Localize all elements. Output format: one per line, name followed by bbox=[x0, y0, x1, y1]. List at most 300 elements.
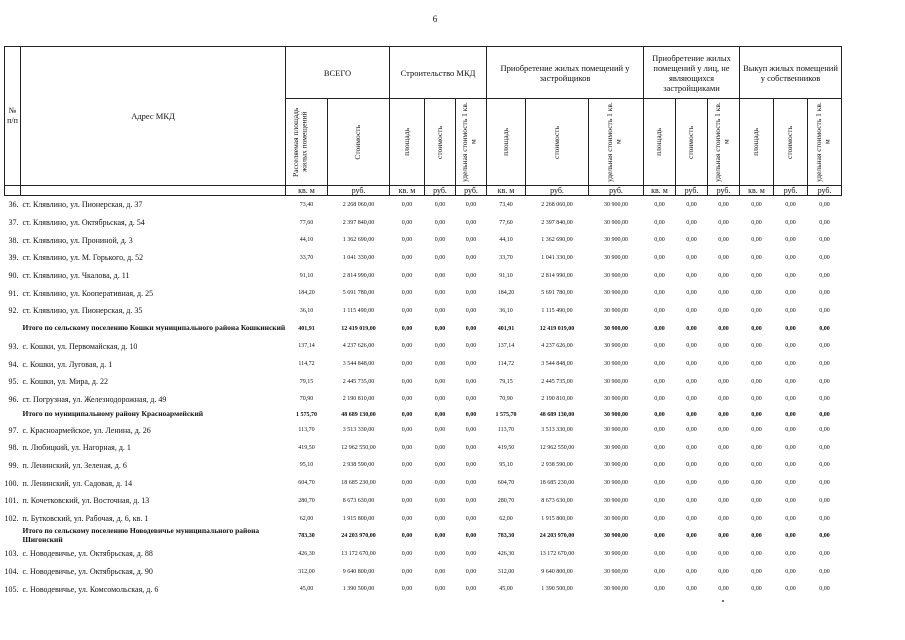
scan-speck bbox=[722, 600, 724, 602]
subheader-area: площадь bbox=[487, 99, 526, 186]
table-row bbox=[5, 302, 842, 320]
cell-o-cost: 0,00 bbox=[686, 550, 697, 557]
cell-d-unit: 30 900,00 bbox=[604, 550, 628, 557]
cell-d-area: 401,91 bbox=[497, 325, 515, 332]
cell-total-area: 114,72 bbox=[298, 361, 315, 368]
cell-v-cost: 0,00 bbox=[785, 361, 796, 368]
subheader-unit-cost: удельная стоимость 1 кв. м bbox=[808, 99, 842, 186]
cell-v-area: 0,00 bbox=[751, 586, 762, 593]
subheader-area-settled: Расселяемая площадь жилых помещений bbox=[286, 99, 328, 186]
cell-num: 100. bbox=[4, 478, 19, 488]
table-row bbox=[5, 545, 842, 563]
cell-d-unit: 30 900,00 bbox=[604, 462, 628, 469]
cell-num: 91. bbox=[8, 288, 19, 298]
subheader-cost: стоимость bbox=[676, 99, 708, 186]
cell-d-area: 95,10 bbox=[499, 462, 513, 469]
cell-d-area: 36,10 bbox=[499, 307, 513, 314]
cell-total-cost: 3 513 330,00 bbox=[342, 427, 375, 434]
cell-d-cost: 12 419 019,00 bbox=[539, 325, 575, 332]
cell-num: 37. bbox=[8, 218, 19, 228]
cell-d-area: 419,50 bbox=[497, 444, 515, 451]
cell-d-cost: 1 115 490,00 bbox=[541, 307, 573, 314]
cell-d-cost: 24 203 970,00 bbox=[539, 533, 575, 540]
cell-v-cost: 0,00 bbox=[785, 219, 796, 226]
cell-o-unit: 0,00 bbox=[718, 497, 729, 504]
cell-total-cost: 9 640 800,00 bbox=[342, 568, 375, 575]
cell-b-unit: 0,00 bbox=[465, 201, 477, 208]
cell-total-cost: 13 172 670,00 bbox=[341, 550, 376, 557]
group-header-construction: Строительство МКД bbox=[390, 47, 487, 99]
cell-b-unit: 0,00 bbox=[465, 533, 477, 540]
cell-total-cost: 2 445 735,00 bbox=[342, 378, 375, 385]
cell-v-unit: 0,00 bbox=[819, 361, 830, 368]
cell-b-unit: 0,00 bbox=[465, 444, 477, 451]
cell-o-unit: 0,00 bbox=[718, 568, 729, 575]
cell-total-area: 79,15 bbox=[299, 378, 314, 385]
cell-b-unit: 0,00 bbox=[465, 343, 477, 350]
cell-num: 104. bbox=[4, 567, 19, 577]
subheader-area: площадь bbox=[644, 99, 676, 186]
cell-o-cost: 0,00 bbox=[686, 361, 697, 368]
cell-o-unit: 0,00 bbox=[718, 586, 729, 593]
cell-d-cost: 2 938 590,00 bbox=[541, 462, 573, 469]
unit-label: кв. м bbox=[487, 186, 526, 196]
cell-d-area: 426,30 bbox=[497, 550, 515, 557]
cell-d-unit: 30 900,00 bbox=[604, 480, 628, 487]
cell-address: п. Ленинский, ул. Зеленая, д. 6 bbox=[22, 460, 127, 470]
table-row bbox=[5, 474, 842, 492]
cell-v-area: 0,00 bbox=[751, 396, 762, 403]
cell-d-unit: 30 900,00 bbox=[604, 568, 628, 575]
cell-d-area: 312,00 bbox=[497, 568, 515, 575]
table-row bbox=[5, 338, 842, 356]
cell-b-cost: 0,00 bbox=[434, 533, 446, 540]
cell-b-area: 0,00 bbox=[401, 361, 413, 368]
table-body bbox=[5, 196, 842, 599]
cell-b-unit: 0,00 bbox=[465, 427, 477, 434]
cell-b-cost: 0,00 bbox=[434, 568, 446, 575]
cell-total-cost: 18 685 230,00 bbox=[341, 480, 376, 487]
cell-address: с. Кошки, ул. Луговая, д. 1 bbox=[22, 359, 113, 369]
cell-num: 92. bbox=[8, 306, 19, 316]
cell-o-area: 0,00 bbox=[654, 378, 665, 385]
cell-num: 38. bbox=[8, 235, 19, 245]
cell-d-cost: 2 268 060,00 bbox=[541, 201, 573, 208]
cell-num bbox=[5, 320, 21, 338]
cell-b-unit: 0,00 bbox=[465, 237, 477, 244]
cell-v-unit: 0,00 bbox=[819, 219, 830, 226]
table-header bbox=[5, 47, 842, 196]
cell-v-cost: 0,00 bbox=[785, 427, 796, 434]
cell-d-cost: 18 685 230,00 bbox=[539, 480, 575, 487]
cell-v-area: 0,00 bbox=[751, 361, 762, 368]
cell-o-unit: 0,00 bbox=[718, 325, 729, 332]
cell-b-cost: 0,00 bbox=[434, 378, 446, 385]
cell-num: 105. bbox=[4, 584, 19, 594]
cell-d-cost: 3 544 848,00 bbox=[541, 361, 573, 368]
cell-o-area: 0,00 bbox=[654, 411, 665, 418]
cell-o-area: 0,00 bbox=[654, 272, 665, 279]
cell-o-cost: 0,00 bbox=[686, 568, 697, 575]
cell-b-cost: 0,00 bbox=[434, 254, 446, 261]
cell-d-unit: 30 900,00 bbox=[604, 427, 628, 434]
cell-total-cost: 2 190 810,00 bbox=[342, 396, 375, 403]
cell-o-unit: 0,00 bbox=[718, 550, 729, 557]
cell-v-unit: 0,00 bbox=[819, 411, 830, 418]
cell-o-area: 0,00 bbox=[654, 515, 665, 522]
cell-v-unit: 0,00 bbox=[819, 290, 830, 297]
cell-b-cost: 0,00 bbox=[434, 550, 446, 557]
cell-o-area: 0,00 bbox=[654, 444, 665, 451]
unit-label: руб. bbox=[708, 186, 740, 196]
cell-b-cost: 0,00 bbox=[434, 361, 446, 368]
cell-total-area: 36,10 bbox=[299, 307, 314, 314]
cell-v-unit: 0,00 bbox=[819, 343, 830, 350]
cell-d-cost: 1 390 500,00 bbox=[541, 586, 573, 593]
cell-total-cost: 2 938 590,00 bbox=[342, 462, 375, 469]
unit-label: руб. bbox=[425, 186, 456, 196]
cell-v-unit: 0,00 bbox=[819, 427, 830, 434]
cell-b-cost: 0,00 bbox=[434, 201, 446, 208]
cell-o-cost: 0,00 bbox=[686, 462, 697, 469]
cell-d-area: 114,72 bbox=[497, 361, 515, 368]
cell-o-unit: 0,00 bbox=[718, 307, 729, 314]
cell-b-cost: 0,00 bbox=[434, 396, 446, 403]
table-row bbox=[5, 284, 842, 302]
cell-v-unit: 0,00 bbox=[819, 237, 830, 244]
cell-b-unit: 0,00 bbox=[465, 462, 477, 469]
cell-total-area: 70,90 bbox=[299, 396, 314, 403]
table-row-subtotal bbox=[5, 320, 842, 338]
cell-d-cost: 8 673 630,00 bbox=[541, 497, 573, 504]
unit-label: руб. bbox=[774, 186, 808, 196]
cell-v-area: 0,00 bbox=[751, 427, 762, 434]
num-col-header: № п/п bbox=[5, 47, 21, 186]
cell-v-cost: 0,00 bbox=[785, 272, 796, 279]
cell-v-area: 0,00 bbox=[751, 343, 762, 350]
cell-total-area: 113,70 bbox=[298, 427, 315, 434]
cell-b-cost: 0,00 bbox=[434, 427, 446, 434]
cell-o-area: 0,00 bbox=[654, 427, 665, 434]
cell-d-unit: 30 900,00 bbox=[604, 254, 628, 261]
cell-total-area: 426,30 bbox=[298, 550, 315, 557]
cell-b-cost: 0,00 bbox=[434, 497, 446, 504]
cell-b-unit: 0,00 bbox=[465, 396, 477, 403]
table-row bbox=[5, 391, 842, 409]
table-row bbox=[5, 267, 842, 285]
cell-num: 36. bbox=[8, 200, 19, 210]
cell-total-area: 419,50 bbox=[298, 444, 315, 451]
cell-d-area: 783,30 bbox=[497, 533, 515, 540]
cell-d-area: 1 575,70 bbox=[495, 411, 517, 418]
cell-v-unit: 0,00 bbox=[819, 480, 830, 487]
cell-b-area: 0,00 bbox=[401, 444, 413, 451]
cell-b-area: 0,00 bbox=[401, 550, 413, 557]
cell-v-cost: 0,00 bbox=[785, 237, 796, 244]
cell-b-area: 0,00 bbox=[401, 462, 413, 469]
table-row bbox=[5, 457, 842, 475]
cell-o-area: 0,00 bbox=[654, 201, 665, 208]
cell-b-area: 0,00 bbox=[401, 497, 413, 504]
cell-address: ст. Клявлино, ул. Октябрьская, д. 54 bbox=[22, 218, 145, 228]
cell-total-area: 33,70 bbox=[299, 254, 314, 261]
cell-o-cost: 0,00 bbox=[686, 254, 697, 261]
cell-b-area: 0,00 bbox=[401, 480, 413, 487]
cell-total-cost: 1 915 800,00 bbox=[342, 515, 375, 522]
cell-v-cost: 0,00 bbox=[785, 568, 796, 575]
cell-o-cost: 0,00 bbox=[686, 586, 697, 593]
cell-address: п. Кочетковский, ул. Восточная, д. 13 bbox=[22, 496, 150, 506]
unit-label: руб. bbox=[676, 186, 708, 196]
cell-b-cost: 0,00 bbox=[434, 343, 446, 350]
cell-d-cost: 1 041 330,00 bbox=[541, 254, 573, 261]
table-row bbox=[5, 439, 842, 457]
cell-address: ст. Клявлино, ул. Прониной, д. 3 bbox=[22, 235, 133, 245]
cell-v-cost: 0,00 bbox=[785, 201, 796, 208]
cell-o-unit: 0,00 bbox=[718, 427, 729, 434]
table-row-subtotal bbox=[5, 527, 842, 545]
cell-v-area: 0,00 bbox=[751, 568, 762, 575]
cell-o-area: 0,00 bbox=[654, 290, 665, 297]
cell-b-cost: 0,00 bbox=[434, 586, 446, 593]
cell-b-unit: 0,00 bbox=[465, 497, 477, 504]
cell-address: ст. Клявлино, ул. Кооперативная, д. 25 bbox=[22, 288, 154, 298]
cell-total-cost: 5 691 780,00 bbox=[342, 290, 375, 297]
cell-d-unit: 30 900,00 bbox=[604, 290, 628, 297]
unit-label: кв. м bbox=[390, 186, 425, 196]
cell-v-area: 0,00 bbox=[751, 219, 762, 226]
cell-b-unit: 0,00 bbox=[465, 515, 477, 522]
cell-o-area: 0,00 bbox=[654, 219, 665, 226]
cell-b-area: 0,00 bbox=[401, 427, 413, 434]
cell-o-cost: 0,00 bbox=[686, 497, 697, 504]
cell-v-cost: 0,00 bbox=[785, 411, 796, 418]
cell-address: ст. Клявлино, ул. М. Горького, д. 52 bbox=[22, 253, 144, 263]
cell-b-area: 0,00 bbox=[401, 411, 413, 418]
cell-d-unit: 30 900,00 bbox=[604, 219, 628, 226]
cell-d-area: 77,60 bbox=[499, 219, 513, 226]
cell-d-area: 62,00 bbox=[499, 515, 513, 522]
cell-v-area: 0,00 bbox=[751, 462, 762, 469]
cell-num: 102. bbox=[4, 514, 19, 524]
address-col-header: Адрес МКД bbox=[21, 47, 286, 186]
cell-address: ст. Клявлино, ул. Пионерская, д. 37 bbox=[22, 200, 143, 210]
cell-b-unit: 0,00 bbox=[465, 378, 477, 385]
cell-v-area: 0,00 bbox=[751, 237, 762, 244]
cell-total-area: 62,00 bbox=[299, 515, 314, 522]
cell-d-area: 604,70 bbox=[497, 480, 515, 487]
cell-v-cost: 0,00 bbox=[785, 343, 796, 350]
cell-d-area: 73,40 bbox=[499, 201, 513, 208]
cell-v-area: 0,00 bbox=[751, 272, 762, 279]
cell-o-area: 0,00 bbox=[654, 533, 665, 540]
cell-b-cost: 0,00 bbox=[434, 290, 446, 297]
cell-v-unit: 0,00 bbox=[819, 586, 830, 593]
subheader-cost: стоимость bbox=[526, 99, 589, 186]
cell-o-cost: 0,00 bbox=[686, 411, 697, 418]
cell-o-cost: 0,00 bbox=[686, 325, 697, 332]
cell-v-area: 0,00 bbox=[751, 201, 762, 208]
cell-v-area: 0,00 bbox=[751, 325, 762, 332]
subheader-unit-cost: удельная стоимость 1 кв. м bbox=[708, 99, 740, 186]
subheader-cost: стоимость bbox=[774, 99, 808, 186]
table-row bbox=[5, 249, 842, 267]
cell-d-unit: 30 900,00 bbox=[604, 237, 628, 244]
cell-d-cost: 3 513 330,00 bbox=[541, 427, 573, 434]
cell-o-unit: 0,00 bbox=[718, 462, 729, 469]
cell-total-area: 91,10 bbox=[299, 272, 314, 279]
group-header-developers: Приобретение жилых помещений у застройщиков bbox=[487, 47, 644, 99]
cell-v-unit: 0,00 bbox=[819, 272, 830, 279]
page-number: 6 bbox=[432, 14, 438, 24]
cell-address: ст. Погрузная, ул. Железнодорожная, д. 49 bbox=[22, 394, 167, 404]
cell-total-area: 783,30 bbox=[298, 533, 315, 540]
unit-empty bbox=[5, 186, 21, 196]
cell-total-cost: 1 362 690,00 bbox=[342, 237, 375, 244]
subheader-area: площадь bbox=[740, 99, 774, 186]
cell-address: ст. Клявлино, ул. Пионерская, д. 35 bbox=[22, 306, 143, 316]
cell-total-cost: 24 203 970,00 bbox=[341, 533, 376, 540]
cell-b-unit: 0,00 bbox=[465, 272, 477, 279]
cell-b-unit: 0,00 bbox=[465, 411, 477, 418]
cell-d-area: 91,10 bbox=[499, 272, 513, 279]
table-row-subtotal bbox=[5, 408, 842, 421]
cell-b-unit: 0,00 bbox=[465, 586, 477, 593]
cell-b-area: 0,00 bbox=[401, 201, 413, 208]
cell-d-unit: 30 900,00 bbox=[604, 272, 628, 279]
cell-b-area: 0,00 bbox=[401, 396, 413, 403]
cell-num: 39. bbox=[8, 253, 19, 263]
cell-b-area: 0,00 bbox=[401, 586, 413, 593]
cell-address: с. Кошки, ул. Первомайская, д. 10 bbox=[22, 341, 138, 351]
cell-v-cost: 0,00 bbox=[785, 462, 796, 469]
cell-v-unit: 0,00 bbox=[819, 254, 830, 261]
cell-o-unit: 0,00 bbox=[718, 237, 729, 244]
cell-o-unit: 0,00 bbox=[718, 201, 729, 208]
cell-v-cost: 0,00 bbox=[785, 396, 796, 403]
cell-o-cost: 0,00 bbox=[686, 378, 697, 385]
cell-b-area: 0,00 bbox=[401, 272, 413, 279]
cell-o-area: 0,00 bbox=[654, 254, 665, 261]
cell-o-area: 0,00 bbox=[654, 361, 665, 368]
cell-b-area: 0,00 bbox=[401, 307, 413, 314]
cell-v-unit: 0,00 bbox=[819, 568, 830, 575]
cell-d-area: 44,10 bbox=[499, 237, 513, 244]
cell-total-area: 312,00 bbox=[298, 568, 315, 575]
cell-o-area: 0,00 bbox=[654, 480, 665, 487]
cell-v-cost: 0,00 bbox=[785, 325, 796, 332]
cell-v-cost: 0,00 bbox=[785, 533, 796, 540]
cell-total-cost: 2 814 990,00 bbox=[342, 272, 375, 279]
cell-d-cost: 4 237 626,00 bbox=[541, 343, 573, 350]
cell-o-cost: 0,00 bbox=[686, 201, 697, 208]
cell-v-area: 0,00 bbox=[751, 411, 762, 418]
cell-b-cost: 0,00 bbox=[434, 325, 446, 332]
cell-v-unit: 0,00 bbox=[819, 201, 830, 208]
cell-v-cost: 0,00 bbox=[785, 515, 796, 522]
cell-o-area: 0,00 bbox=[654, 568, 665, 575]
cell-d-cost: 13 172 670,00 bbox=[539, 550, 575, 557]
cell-o-cost: 0,00 bbox=[686, 219, 697, 226]
cell-d-unit: 30 900,00 bbox=[604, 515, 628, 522]
cell-total-area: 137,14 bbox=[298, 343, 315, 350]
cell-d-cost: 5 691 780,00 bbox=[541, 290, 573, 297]
cell-b-unit: 0,00 bbox=[465, 361, 477, 368]
cell-v-area: 0,00 bbox=[751, 290, 762, 297]
table-row bbox=[5, 421, 842, 439]
cell-total-area: 77,60 bbox=[299, 219, 314, 226]
cell-o-unit: 0,00 bbox=[718, 396, 729, 403]
unit-empty bbox=[21, 186, 286, 196]
unit-label: руб. bbox=[456, 186, 487, 196]
cell-d-cost: 48 689 130,00 bbox=[539, 411, 575, 418]
cell-v-area: 0,00 bbox=[751, 480, 762, 487]
cell-b-area: 0,00 bbox=[401, 290, 413, 297]
cell-o-cost: 0,00 bbox=[686, 307, 697, 314]
unit-label: кв. м bbox=[286, 186, 328, 196]
cell-v-unit: 0,00 bbox=[819, 497, 830, 504]
cell-address: с. Кошки, ул. Мира, д. 22 bbox=[22, 377, 108, 387]
cell-address: п. Любицкий, ул. Нагорная, д. 1 bbox=[22, 443, 131, 453]
cell-total-cost: 1 115 490,00 bbox=[342, 307, 375, 314]
cell-o-cost: 0,00 bbox=[686, 343, 697, 350]
cell-d-unit: 30 900,00 bbox=[604, 411, 628, 418]
cell-b-cost: 0,00 bbox=[434, 480, 446, 487]
cell-num: 90. bbox=[8, 271, 19, 281]
housing-table bbox=[4, 46, 842, 598]
cell-v-area: 0,00 bbox=[751, 307, 762, 314]
cell-d-cost: 2 814 990,00 bbox=[541, 272, 573, 279]
cell-num: 101. bbox=[4, 496, 19, 506]
cell-total-area: 45,00 bbox=[299, 586, 314, 593]
cell-o-area: 0,00 bbox=[654, 396, 665, 403]
cell-o-cost: 0,00 bbox=[686, 237, 697, 244]
cell-o-unit: 0,00 bbox=[718, 533, 729, 540]
cell-o-area: 0,00 bbox=[654, 462, 665, 469]
subheader-cost: стоимость bbox=[425, 99, 456, 186]
cell-v-area: 0,00 bbox=[751, 444, 762, 451]
cell-b-cost: 0,00 bbox=[434, 462, 446, 469]
table-row bbox=[5, 492, 842, 510]
cell-d-unit: 30 900,00 bbox=[604, 378, 628, 385]
cell-v-unit: 0,00 bbox=[819, 462, 830, 469]
cell-o-unit: 0,00 bbox=[718, 378, 729, 385]
cell-o-area: 0,00 bbox=[654, 325, 665, 332]
cell-o-unit: 0,00 bbox=[718, 411, 729, 418]
table-row bbox=[5, 510, 842, 528]
cell-address: с. Новодевичье, ул. Комсомольская, д. 6 bbox=[22, 584, 159, 594]
table-row bbox=[5, 196, 842, 214]
cell-d-cost: 2 445 735,00 bbox=[541, 378, 573, 385]
cell-o-unit: 0,00 bbox=[718, 254, 729, 261]
cell-b-area: 0,00 bbox=[401, 378, 413, 385]
cell-o-unit: 0,00 bbox=[718, 444, 729, 451]
cell-address: с. Новодевичье, ул. Октябрьская, д. 88 bbox=[22, 549, 153, 559]
cell-v-unit: 0,00 bbox=[819, 515, 830, 522]
cell-b-area: 0,00 bbox=[401, 325, 413, 332]
cell-d-unit: 30 900,00 bbox=[604, 361, 628, 368]
cell-d-cost: 1 362 690,00 bbox=[541, 237, 573, 244]
cell-b-cost: 0,00 bbox=[434, 272, 446, 279]
cell-total-area: 280,70 bbox=[298, 497, 315, 504]
cell-total-cost: 8 673 630,00 bbox=[342, 497, 375, 504]
cell-address: с. Красноармейское, ул. Ленина, д. 26 bbox=[22, 425, 151, 435]
cell-v-unit: 0,00 bbox=[819, 444, 830, 451]
cell-v-unit: 0,00 bbox=[819, 533, 830, 540]
cell-total-cost: 3 544 848,00 bbox=[342, 361, 375, 368]
cell-num bbox=[5, 408, 21, 421]
cell-v-unit: 0,00 bbox=[819, 307, 830, 314]
